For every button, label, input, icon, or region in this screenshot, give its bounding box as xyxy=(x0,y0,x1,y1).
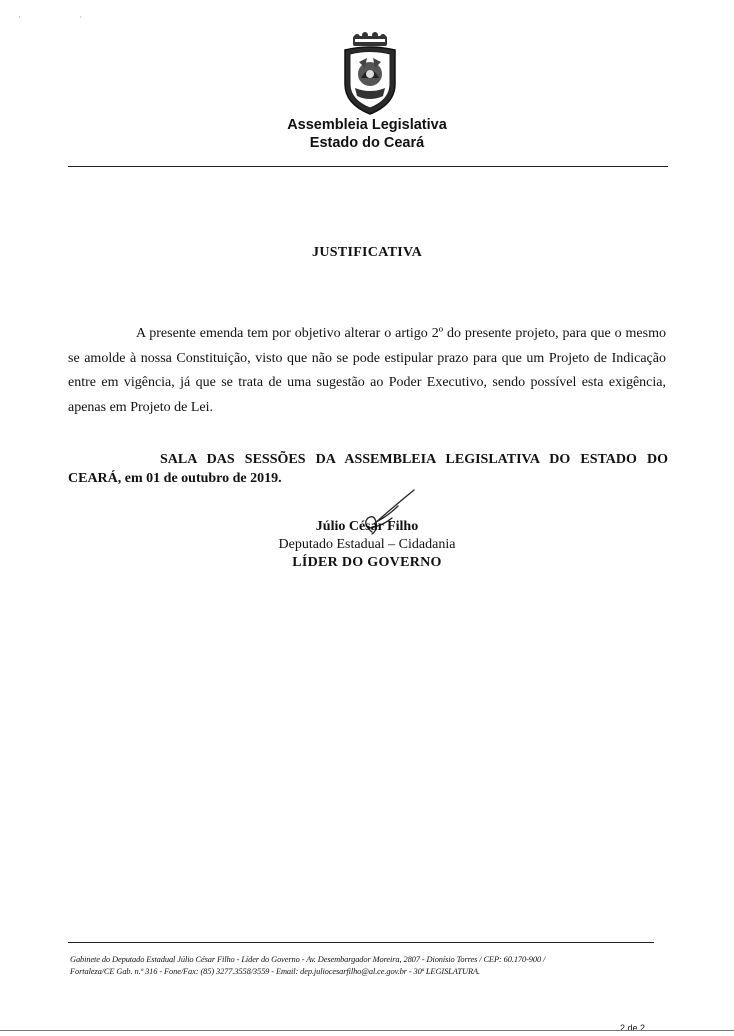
document-title: JUSTIFICATIVA xyxy=(312,245,422,260)
signatory-role: Deputado Estadual – Cidadania xyxy=(278,537,456,552)
signatory-name: Júlio César Filho xyxy=(315,519,419,534)
coat-of-arms-icon xyxy=(335,32,405,118)
session-text: SALA DAS SESSÕES DA ASSEMBLEIA LEGISLATIVA DO ESTADO DO CEARÁ, em 01 de outubro de 2019. xyxy=(68,452,668,486)
page-bottom-rule xyxy=(0,1030,734,1031)
justification-paragraph xyxy=(68,322,666,420)
organization-name: Assembleia Legislativa xyxy=(287,117,447,133)
session-statement xyxy=(68,450,668,488)
footer-line-1: Gabinete do Deputado Estadual Júlio César Filho - Líder do Governo - Av. Desembargador Moreira, 2807 - Dionísio Torres / CEP: 60.170-900 / xyxy=(70,955,546,964)
signatory-title: LÍDER DO GOVERNO xyxy=(292,555,442,570)
scan-marks: · · xyxy=(18,12,111,22)
paragraph-text: A presente emenda tem por objetivo alterar o artigo 2º do presente projeto, para que o mesmo se amolde à nossa Constituição, visto que não se pode estipular prazo para que um Projeto de Indicação entre em vigência, já que se trata de uma sugestão ao Poder Executivo, sendo possível esta exigência, apenas em Projeto de Lei. xyxy=(68,326,666,415)
footer-line-2: Fortaleza/CE Gab. n.º 316 - Fone/Fax: (85) 3277.3558/3559 - Email: dep.juliocesarfilho@al.ce.gov.br - 30ª LEGISLATURA. xyxy=(70,967,480,976)
organization-state: Estado do Ceará xyxy=(309,135,425,151)
page-number: 2 de 2 xyxy=(620,1023,646,1033)
header-divider xyxy=(68,166,668,167)
footer-divider xyxy=(68,942,654,943)
